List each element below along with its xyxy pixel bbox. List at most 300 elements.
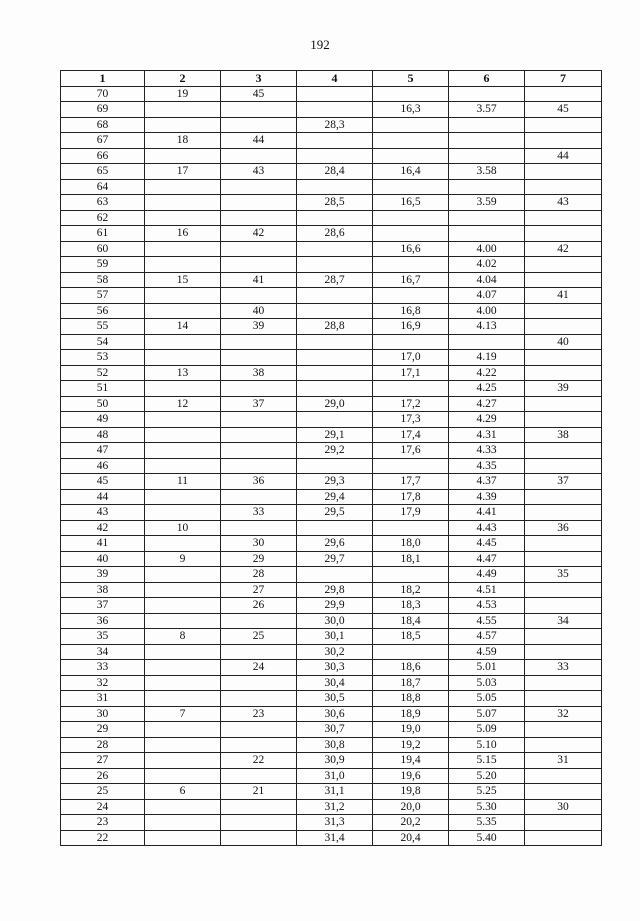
table-cell: 4.22	[449, 365, 525, 381]
table-cell: 30,9	[297, 753, 373, 769]
table-cell	[145, 458, 221, 474]
table-cell: 18,7	[373, 675, 449, 691]
column-header: 5	[373, 71, 449, 87]
table-cell: 44	[221, 133, 297, 149]
table-cell: 52	[61, 365, 145, 381]
table-cell: 4.59	[449, 644, 525, 660]
table-cell: 7	[145, 706, 221, 722]
table-cell: 19,0	[373, 722, 449, 738]
table-cell: 4.04	[449, 272, 525, 288]
table-cell: 29	[61, 722, 145, 738]
table-cell	[221, 737, 297, 753]
table-row	[61, 613, 602, 629]
table-cell	[221, 334, 297, 350]
table-cell: 5.09	[449, 722, 525, 738]
table-cell: 30,1	[297, 629, 373, 645]
table-cell	[221, 675, 297, 691]
table-cell: 51	[61, 381, 145, 397]
table-cell: 29,0	[297, 396, 373, 412]
table-cell: 19	[145, 86, 221, 102]
table-cell: 17,1	[373, 365, 449, 381]
table-cell: 17,8	[373, 489, 449, 505]
table-cell: 4.49	[449, 567, 525, 583]
table-row	[61, 768, 602, 784]
table-row	[61, 722, 602, 738]
column-header: 3	[221, 71, 297, 87]
table-cell: 33	[525, 660, 602, 676]
table-cell: 29,1	[297, 427, 373, 443]
table-row	[61, 427, 602, 443]
table-cell	[525, 722, 602, 738]
table-cell	[221, 458, 297, 474]
table-cell: 20,4	[373, 830, 449, 846]
table-cell: 3.58	[449, 164, 525, 180]
table-cell: 30,3	[297, 660, 373, 676]
table-cell: 15	[145, 272, 221, 288]
table-cell	[145, 505, 221, 521]
table-cell: 30,4	[297, 675, 373, 691]
table-cell	[221, 489, 297, 505]
table-cell: 37	[61, 598, 145, 614]
table-cell: 28	[61, 737, 145, 753]
table-row	[61, 148, 602, 164]
table-cell	[145, 536, 221, 552]
table-cell	[145, 567, 221, 583]
table-row	[61, 691, 602, 707]
table-cell: 30,2	[297, 644, 373, 660]
table-cell: 48	[61, 427, 145, 443]
table-cell: 25	[221, 629, 297, 645]
table-row	[61, 257, 602, 273]
table-cell	[221, 520, 297, 536]
table-cell: 18,1	[373, 551, 449, 567]
table-cell: 29,4	[297, 489, 373, 505]
table-cell	[221, 443, 297, 459]
table-cell: 5.15	[449, 753, 525, 769]
table-cell: 20,2	[373, 815, 449, 831]
table-cell: 41	[221, 272, 297, 288]
table-cell: 17,6	[373, 443, 449, 459]
table-cell	[297, 567, 373, 583]
table-cell: 47	[61, 443, 145, 459]
table-cell	[297, 334, 373, 350]
table-cell: 18,6	[373, 660, 449, 676]
table-cell: 19,6	[373, 768, 449, 784]
table-cell	[525, 412, 602, 428]
table-cell: 38	[221, 365, 297, 381]
table-row	[61, 582, 602, 598]
table-cell	[221, 722, 297, 738]
table-cell	[373, 520, 449, 536]
table-cell: 16,7	[373, 272, 449, 288]
table-cell: 29,5	[297, 505, 373, 521]
table-cell	[221, 102, 297, 118]
table-cell	[525, 226, 602, 242]
table-cell: 44	[525, 148, 602, 164]
table-row	[61, 753, 602, 769]
table-cell	[145, 148, 221, 164]
table-cell: 27	[221, 582, 297, 598]
table-cell: 29	[221, 551, 297, 567]
table-cell	[297, 303, 373, 319]
table-row	[61, 458, 602, 474]
table-cell: 42	[61, 520, 145, 536]
table-cell: 23	[61, 815, 145, 831]
table-cell	[145, 830, 221, 846]
table-cell: 16	[145, 226, 221, 242]
table-cell: 31	[61, 691, 145, 707]
table-cell: 18,3	[373, 598, 449, 614]
table-cell: 22	[61, 830, 145, 846]
table-cell: 28,4	[297, 164, 373, 180]
table-cell	[145, 753, 221, 769]
table-cell	[525, 350, 602, 366]
table-cell: 17,4	[373, 427, 449, 443]
table-cell	[221, 815, 297, 831]
table-cell	[373, 210, 449, 226]
table-cell	[221, 613, 297, 629]
table-cell: 17,0	[373, 350, 449, 366]
table-row	[61, 830, 602, 846]
table-cell: 29,8	[297, 582, 373, 598]
table-cell: 5.30	[449, 799, 525, 815]
table-cell: 4.43	[449, 520, 525, 536]
table-cell	[525, 303, 602, 319]
score-table	[60, 70, 602, 846]
table-cell: 35	[525, 567, 602, 583]
table-row	[61, 784, 602, 800]
table-cell	[145, 179, 221, 195]
table-cell: 44	[61, 489, 145, 505]
table-cell: 65	[61, 164, 145, 180]
table-cell	[449, 334, 525, 350]
table-row	[61, 102, 602, 118]
table-cell: 8	[145, 629, 221, 645]
table-cell	[297, 288, 373, 304]
table-cell: 17,2	[373, 396, 449, 412]
table-cell	[221, 117, 297, 133]
table-row	[61, 536, 602, 552]
table-cell: 58	[61, 272, 145, 288]
table-cell	[145, 334, 221, 350]
table-cell	[373, 644, 449, 660]
table-row	[61, 86, 602, 102]
table-cell: 60	[61, 241, 145, 257]
table-cell: 4.39	[449, 489, 525, 505]
table-cell: 34	[61, 644, 145, 660]
table-cell: 4.37	[449, 474, 525, 490]
table-cell: 43	[61, 505, 145, 521]
table-row	[61, 443, 602, 459]
table-cell: 11	[145, 474, 221, 490]
table-cell: 31,0	[297, 768, 373, 784]
table-cell	[145, 350, 221, 366]
table-cell: 64	[61, 179, 145, 195]
table-cell	[525, 582, 602, 598]
table-cell	[525, 691, 602, 707]
table-cell: 30,0	[297, 613, 373, 629]
table-cell: 18,8	[373, 691, 449, 707]
table-row	[61, 815, 602, 831]
table-cell	[145, 288, 221, 304]
table-cell	[525, 396, 602, 412]
table-cell: 4.07	[449, 288, 525, 304]
table-cell: 4.55	[449, 613, 525, 629]
column-header: 2	[145, 71, 221, 87]
table-cell: 31,4	[297, 830, 373, 846]
table-cell	[145, 210, 221, 226]
table-cell: 24	[61, 799, 145, 815]
table-cell: 28,5	[297, 195, 373, 211]
table-row	[61, 381, 602, 397]
table-cell: 36	[525, 520, 602, 536]
table-cell: 34	[525, 613, 602, 629]
table-cell: 21	[221, 784, 297, 800]
table-row	[61, 133, 602, 149]
table-cell: 16,3	[373, 102, 449, 118]
table-row	[61, 288, 602, 304]
table-cell: 39	[525, 381, 602, 397]
table-header	[61, 71, 602, 87]
table-row	[61, 210, 602, 226]
column-header: 4	[297, 71, 373, 87]
table-cell: 4.53	[449, 598, 525, 614]
table-cell: 32	[61, 675, 145, 691]
table-cell: 4.41	[449, 505, 525, 521]
table-cell	[145, 660, 221, 676]
table-cell: 18	[145, 133, 221, 149]
table-cell	[221, 644, 297, 660]
table-cell	[145, 675, 221, 691]
table-cell: 31,2	[297, 799, 373, 815]
table-row	[61, 706, 602, 722]
table-cell: 40	[525, 334, 602, 350]
table-cell	[525, 443, 602, 459]
table-cell	[525, 551, 602, 567]
table-cell: 22	[221, 753, 297, 769]
table-row	[61, 350, 602, 366]
table-row	[61, 520, 602, 536]
table-cell	[297, 148, 373, 164]
table-cell: 16,5	[373, 195, 449, 211]
table-cell	[525, 179, 602, 195]
table-cell	[525, 536, 602, 552]
table-cell: 50	[61, 396, 145, 412]
table-cell: 57	[61, 288, 145, 304]
table-cell	[525, 505, 602, 521]
table-cell	[373, 257, 449, 273]
table-cell	[373, 458, 449, 474]
table-cell: 20,0	[373, 799, 449, 815]
table-cell: 4.27	[449, 396, 525, 412]
table-cell: 18,5	[373, 629, 449, 645]
table-cell: 12	[145, 396, 221, 412]
table-cell	[449, 117, 525, 133]
table-cell: 4.13	[449, 319, 525, 335]
table-row	[61, 660, 602, 676]
table-row	[61, 272, 602, 288]
table-cell	[297, 458, 373, 474]
table-cell	[525, 210, 602, 226]
table-cell: 5.03	[449, 675, 525, 691]
table-cell: 45	[61, 474, 145, 490]
table-cell: 30	[61, 706, 145, 722]
table-cell	[525, 319, 602, 335]
table-cell: 69	[61, 102, 145, 118]
table-cell	[525, 784, 602, 800]
table-cell	[373, 117, 449, 133]
table-cell	[145, 644, 221, 660]
table-cell	[525, 629, 602, 645]
table-cell: 4.00	[449, 303, 525, 319]
table-cell: 30,5	[297, 691, 373, 707]
table-cell: 36	[61, 613, 145, 629]
table-cell: 14	[145, 319, 221, 335]
table-cell: 29,3	[297, 474, 373, 490]
table-cell	[145, 117, 221, 133]
table-cell: 5.01	[449, 660, 525, 676]
table-cell: 19,4	[373, 753, 449, 769]
table-row	[61, 412, 602, 428]
table-row	[61, 489, 602, 505]
table-cell: 67	[61, 133, 145, 149]
table-cell	[221, 830, 297, 846]
table-cell	[525, 675, 602, 691]
table-cell	[297, 210, 373, 226]
table-row	[61, 226, 602, 242]
table-cell: 18,2	[373, 582, 449, 598]
table-cell	[221, 768, 297, 784]
table-cell: 18,4	[373, 613, 449, 629]
table-cell	[373, 179, 449, 195]
table-cell: 43	[525, 195, 602, 211]
table-row	[61, 164, 602, 180]
table-row	[61, 195, 602, 211]
column-header: 1	[61, 71, 145, 87]
table-cell: 30,6	[297, 706, 373, 722]
table-cell: 17	[145, 164, 221, 180]
table-cell: 30	[221, 536, 297, 552]
table-cell	[145, 257, 221, 273]
table-row	[61, 241, 602, 257]
table-cell	[221, 257, 297, 273]
header-row	[61, 71, 602, 87]
table-cell	[145, 768, 221, 784]
table-cell: 45	[525, 102, 602, 118]
table-cell	[373, 86, 449, 102]
table-cell: 39	[61, 567, 145, 583]
table-row	[61, 474, 602, 490]
table-cell: 28	[221, 567, 297, 583]
table-row	[61, 334, 602, 350]
table-cell: 5.10	[449, 737, 525, 753]
table-cell: 61	[61, 226, 145, 242]
table-cell: 35	[61, 629, 145, 645]
table-cell: 41	[525, 288, 602, 304]
table-cell: 25	[61, 784, 145, 800]
table-cell: 29,2	[297, 443, 373, 459]
table-cell: 4.02	[449, 257, 525, 273]
table-row	[61, 598, 602, 614]
table-cell	[525, 257, 602, 273]
table-cell: 63	[61, 195, 145, 211]
table-cell: 45	[221, 86, 297, 102]
table-cell	[145, 381, 221, 397]
table-cell	[297, 412, 373, 428]
table-cell	[221, 241, 297, 257]
table-cell: 13	[145, 365, 221, 381]
column-header: 6	[449, 71, 525, 87]
table-cell	[525, 117, 602, 133]
table-cell: 31,1	[297, 784, 373, 800]
table-row	[61, 675, 602, 691]
table-cell	[145, 691, 221, 707]
table-cell	[221, 179, 297, 195]
table-cell: 53	[61, 350, 145, 366]
table-cell: 29,7	[297, 551, 373, 567]
table-cell: 4.25	[449, 381, 525, 397]
table-cell: 16,6	[373, 241, 449, 257]
table-cell	[525, 365, 602, 381]
table-cell: 40	[221, 303, 297, 319]
table-cell	[449, 148, 525, 164]
table-cell: 4.19	[449, 350, 525, 366]
table-cell: 18,9	[373, 706, 449, 722]
table-cell	[449, 179, 525, 195]
table-cell	[525, 164, 602, 180]
table-cell	[297, 133, 373, 149]
table-cell: 16,9	[373, 319, 449, 335]
table-cell	[221, 427, 297, 443]
table-row	[61, 799, 602, 815]
table-cell: 5.07	[449, 706, 525, 722]
table-cell: 4.00	[449, 241, 525, 257]
table-cell	[145, 613, 221, 629]
table-cell	[373, 133, 449, 149]
table-cell: 36	[221, 474, 297, 490]
table-cell: 4.35	[449, 458, 525, 474]
table-cell: 18,0	[373, 536, 449, 552]
table-cell: 32	[525, 706, 602, 722]
table-cell	[145, 722, 221, 738]
table-cell	[145, 737, 221, 753]
table-row	[61, 179, 602, 195]
table-cell	[449, 86, 525, 102]
table-cell	[525, 815, 602, 831]
column-header: 7	[525, 71, 602, 87]
table-cell: 17,9	[373, 505, 449, 521]
table-cell: 41	[61, 536, 145, 552]
table-cell: 54	[61, 334, 145, 350]
table-cell: 4.51	[449, 582, 525, 598]
table-cell: 39	[221, 319, 297, 335]
table-cell	[221, 210, 297, 226]
table-cell: 30	[525, 799, 602, 815]
table-cell	[297, 381, 373, 397]
table-cell	[525, 737, 602, 753]
table-cell: 4.29	[449, 412, 525, 428]
table-cell: 4.31	[449, 427, 525, 443]
table-cell	[221, 381, 297, 397]
table-row	[61, 737, 602, 753]
table-cell: 6	[145, 784, 221, 800]
table-cell: 33	[221, 505, 297, 521]
table-cell	[297, 365, 373, 381]
table-cell: 43	[221, 164, 297, 180]
table-cell	[373, 288, 449, 304]
table-cell: 62	[61, 210, 145, 226]
table-cell	[525, 458, 602, 474]
